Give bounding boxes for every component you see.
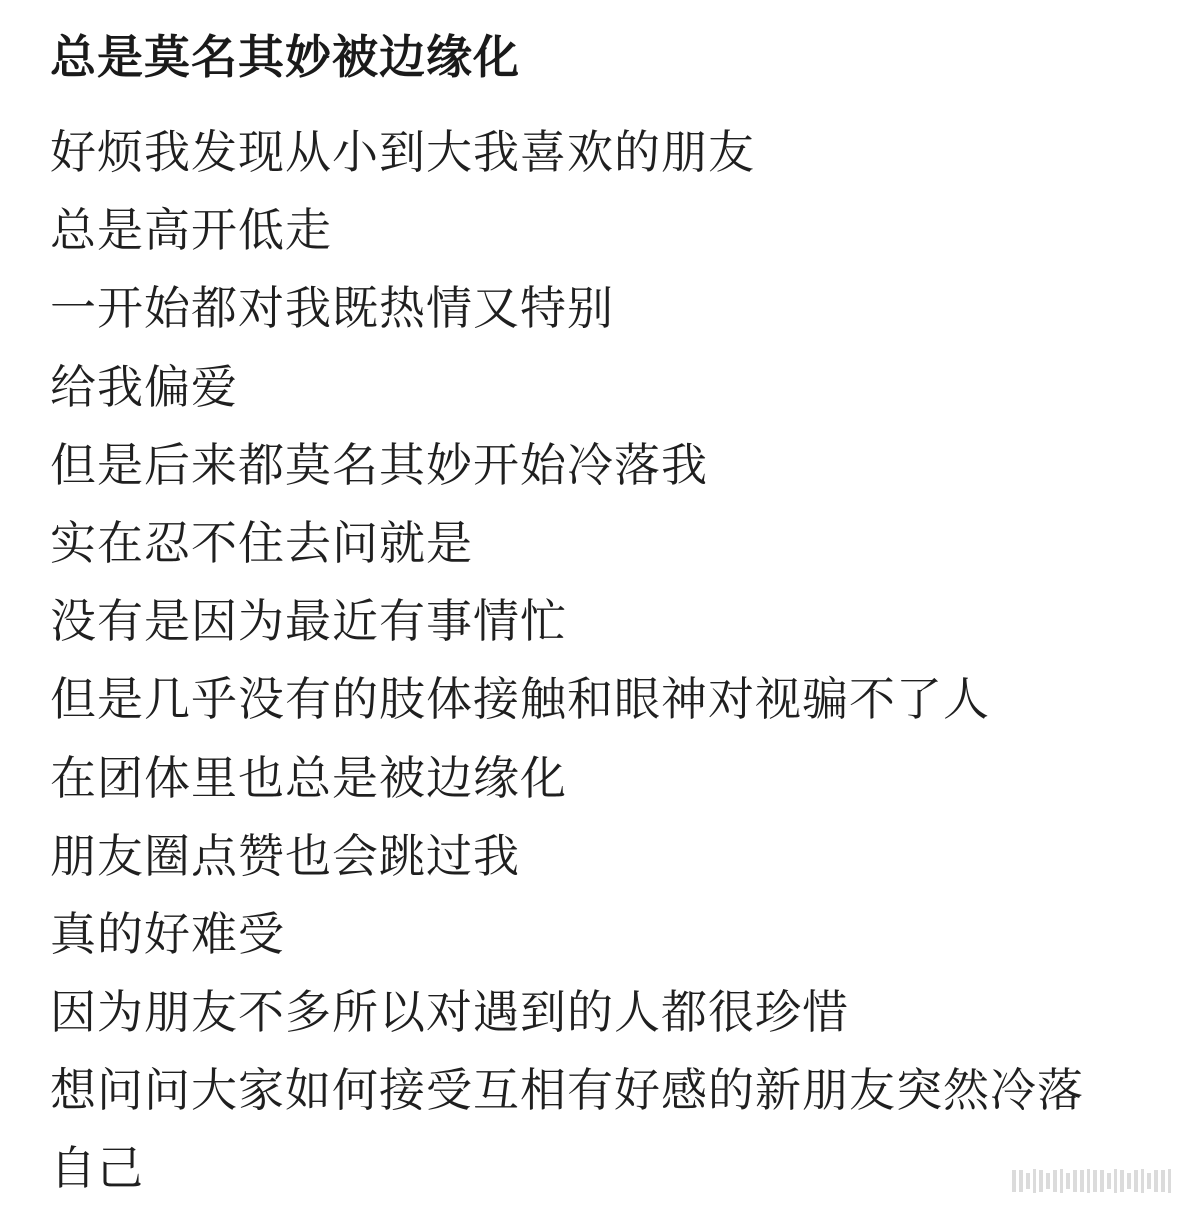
post-line: 真的好难受 — [50, 906, 285, 961]
post-title: 总是莫名其妙被边缘化 — [50, 30, 520, 84]
post-body — [50, 113, 1150, 1208]
watermark-pattern-icon — [951, 1167, 1171, 1195]
post-line: 因为朋友不多所以对遇到的人都很珍惜 — [50, 985, 849, 1040]
post-line: 在团体里也总是被边缘化 — [50, 750, 567, 805]
post-line: 想问问大家如何接受互相有好感的新朋友突然冷落 — [50, 1063, 1084, 1118]
post-line: 没有是因为最近有事情忙 — [50, 594, 567, 649]
post-line: 实在忍不住去问就是 — [50, 515, 473, 570]
post-line: 朋友圈点赞也会跳过我 — [50, 828, 520, 883]
post-line: 给我偏爱 — [50, 359, 238, 414]
post-line: 总是高开低走 — [50, 203, 332, 258]
post-line: 好烦我发现从小到大我喜欢的朋友 — [50, 125, 755, 179]
post — [50, 0, 1150, 1208]
post-line: 一开始都对我既热情又特别 — [50, 281, 614, 336]
post-line: 但是几乎没有的肢体接触和眼神对视骗不了人 — [50, 672, 990, 727]
post-line: 自己 — [50, 1141, 144, 1196]
post-line: 但是后来都莫名其妙开始冷落我 — [50, 437, 708, 492]
